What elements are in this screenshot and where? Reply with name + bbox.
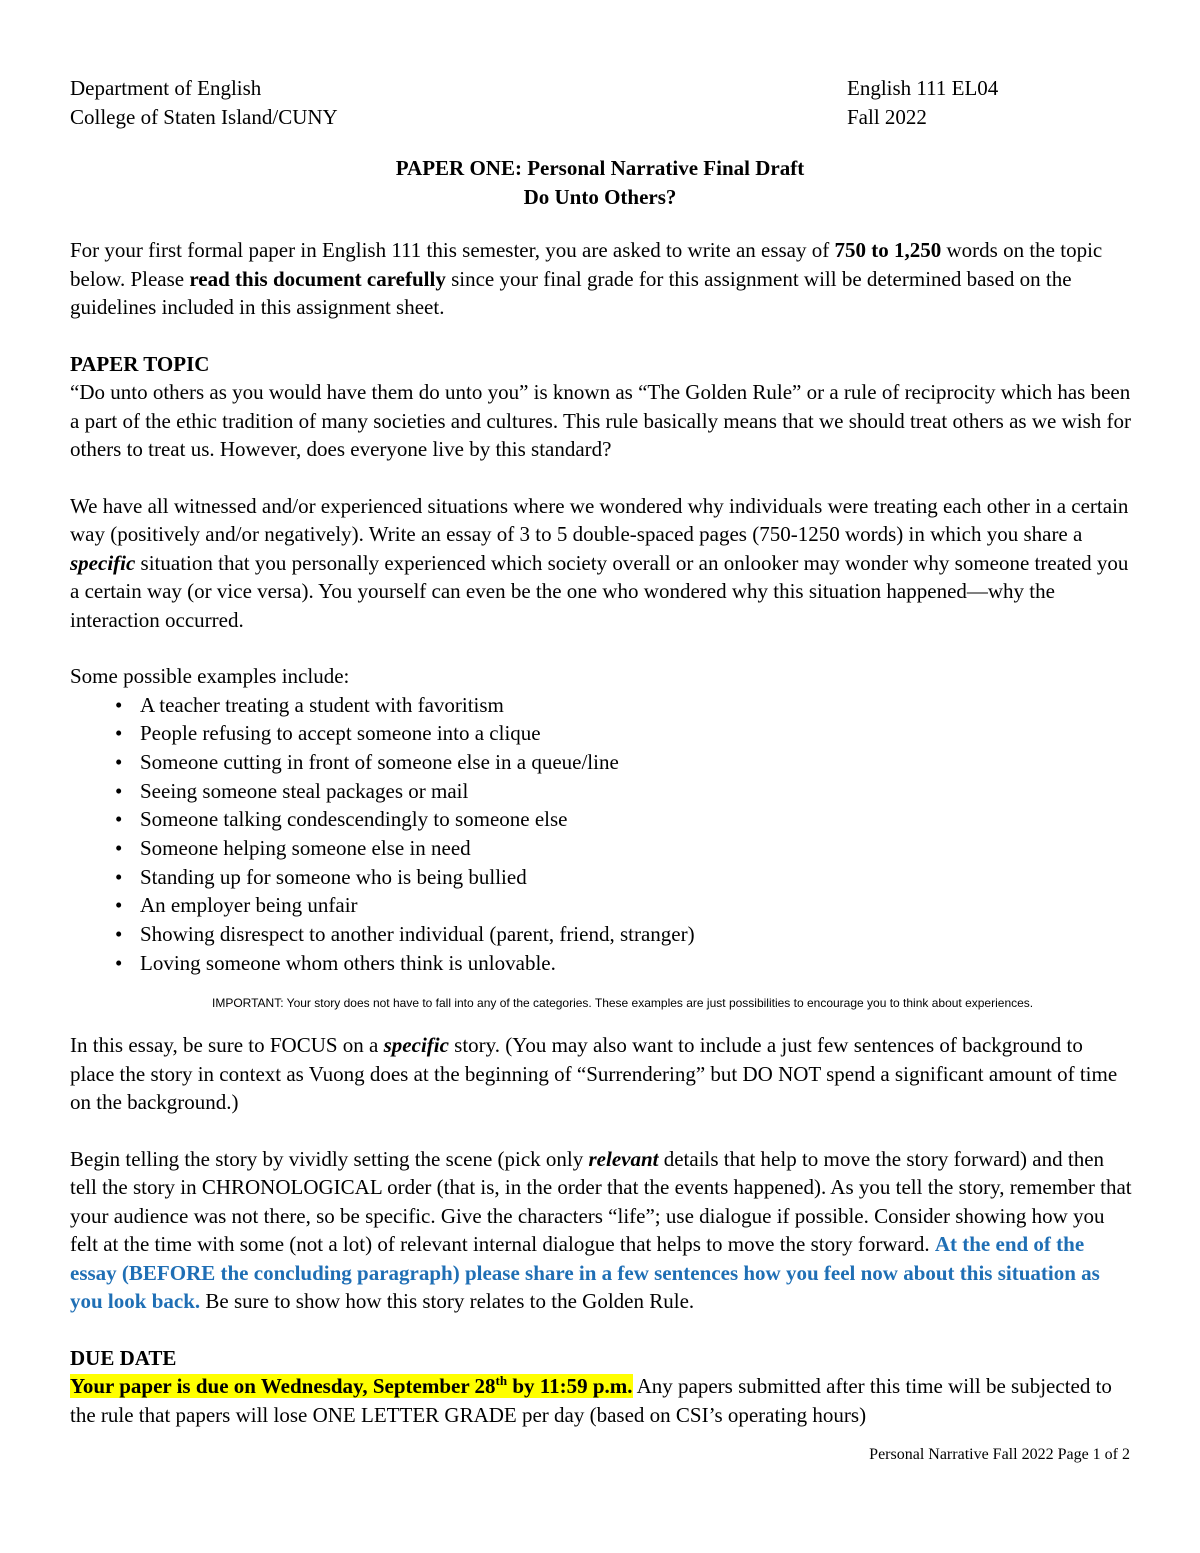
header-right	[847, 74, 998, 131]
bullet-icon: •	[115, 950, 123, 975]
title-line-1: PAPER ONE: Personal Narrative Final Draft	[395, 156, 805, 180]
paper-topic-heading: PAPER TOPIC	[70, 351, 210, 376]
page-footer: Personal Narrative Fall 2022 Page 1 of 2	[869, 1446, 1130, 1463]
list-item	[70, 748, 1132, 777]
list-item-text: Seeing someone steal packages or mail	[140, 778, 469, 803]
bullet-icon: •	[115, 893, 123, 918]
list-item-text: People refusing to accept someone into a clique	[140, 721, 541, 746]
specific-emphasis: specific	[70, 550, 136, 575]
focus-text-b: story. (You may also want to include a just few sentences of background to place the story in context as Vuong does at the beginning of “Surrendering” but DO NOT spend a significant amount of time on the background.)	[70, 1033, 1118, 1115]
list-item-text: Standing up for someone who is being bullied	[140, 864, 527, 889]
document-body	[70, 236, 1132, 1429]
list-item-text: Showing disrespect to another individual (parent, friend, stranger)	[140, 922, 695, 946]
reflection-instruction: At the end of the essay (BEFORE the concluding paragraph) please share in a few sentences how you feel now about this situation as you look back.	[70, 1232, 1100, 1314]
topic-text-b: situation that you personally experienced which society overall or an onlooker may wonder why someone treated you a certain way (or vice versa). You yourself can even be the one who wondered why this situation happened—why the interaction occurred.	[70, 550, 1129, 632]
specific-emphasis: specific	[383, 1033, 449, 1058]
bullet-icon: •	[115, 721, 123, 746]
title-line-2: Do Unto Others?	[523, 184, 677, 209]
examples-intro: Some possible examples include:	[70, 664, 350, 688]
due-date-paragraph	[70, 1372, 1132, 1429]
intro-text-2: words on the topic below. Please	[70, 238, 1103, 291]
topic-paragraph-2	[70, 492, 1132, 635]
course-code: English 111 EL04	[847, 76, 999, 100]
list-item	[70, 719, 1132, 748]
bullet-icon: •	[115, 835, 123, 860]
semester: Fall 2022	[847, 104, 927, 129]
list-item-text: Someone talking condescendingly to someone else	[140, 807, 568, 832]
list-item	[70, 920, 1132, 949]
list-item	[70, 691, 1132, 720]
important-note: IMPORTANT: Your story does not have to fall into any of the categories. These examples are just possibilities to encourage you to think about experiences.	[212, 996, 1034, 1011]
ordinal-suffix: th	[495, 1373, 508, 1389]
list-item	[70, 777, 1132, 806]
document-title	[0, 154, 1200, 211]
due-date-highlight	[70, 1374, 633, 1398]
bullet-icon: •	[115, 922, 123, 946]
late-policy-text: Any papers submitted after this time will be subjected to the rule that papers will lose ONE LETTER GRADE per day (based on CSI’s operating hours)	[70, 1374, 1112, 1427]
examples-list	[70, 691, 1132, 978]
list-item-text: Someone cutting in front of someone else in a queue/line	[140, 749, 619, 774]
list-item-text: Loving someone whom others think is unlovable.	[140, 950, 556, 975]
bullet-icon: •	[115, 778, 123, 803]
bullet-icon: •	[115, 807, 123, 832]
list-item	[70, 863, 1132, 892]
intro-paragraph	[70, 236, 1132, 322]
read-carefully-emphasis: read this document carefully	[189, 266, 446, 291]
intro-text-3: since your final grade for this assignment will be determined based on the guidelines included in this assignment sheet.	[70, 266, 1072, 319]
list-item	[70, 891, 1132, 920]
due-date-heading: DUE DATE	[70, 1345, 177, 1370]
department-name: Department of English	[70, 76, 262, 100]
topic-paragraph-1: “Do unto others as you would have them do unto you” is known as “The Golden Rule” or a rule of reciprocity which has been a part of the ethic tradition of many societies and cultures. This rule basically means that we should treat others as we wish for others to treat us. However, does everyone live by this standard?	[70, 380, 1131, 461]
telling-text-b: details that help to move the story forward) and then tell the story in CHRONOLOGICAL order (that is, in the order that the events happened). As you tell the story, remember that your audience was not there, so be specific. Give the characters “life”; use dialogue if possible. Consider showing how you felt at the time with some (not a lot) of relevant internal dialogue that helps to move the story forward.	[70, 1146, 1132, 1257]
bullet-icon: •	[115, 864, 123, 889]
list-item-text: An employer being unfair	[140, 893, 358, 918]
relevant-emphasis: relevant	[588, 1146, 659, 1171]
list-item	[70, 949, 1132, 978]
due-time-text: by 11:59 p.m.	[507, 1374, 633, 1399]
word-count-range: 750 to 1,250	[834, 238, 942, 262]
topic-text-a: We have all witnessed and/or experienced situations where we wondered why individuals were treating each other in a certain way (positively and/or negatively). Write an essay of 3 to 5 double-spaced pages (750-1250 words) in which you share a	[70, 493, 1129, 546]
list-item	[70, 805, 1132, 834]
telling-paragraph	[70, 1145, 1132, 1316]
telling-text-a: Begin telling the story by vividly setting the scene (pick only	[70, 1146, 589, 1171]
college-name: College of Staten Island/CUNY	[70, 104, 338, 129]
bullet-icon: •	[115, 749, 123, 774]
list-item-text: A teacher treating a student with favoritism	[140, 692, 504, 717]
focus-text-a: In this essay, be sure to FOCUS on a	[70, 1033, 384, 1058]
header-left	[70, 74, 338, 131]
intro-text-1: For your first formal paper in English 111 this semester, you are asked to write an essay of	[70, 238, 835, 262]
list-item	[70, 834, 1132, 863]
bullet-icon: •	[115, 692, 123, 717]
due-date-text: Your paper is due on Wednesday, September 28	[70, 1374, 496, 1399]
list-item-text: Someone helping someone else in need	[140, 835, 471, 860]
telling-text-c: Be sure to show how this story relates to the Golden Rule.	[200, 1289, 695, 1314]
focus-paragraph	[70, 1031, 1132, 1117]
